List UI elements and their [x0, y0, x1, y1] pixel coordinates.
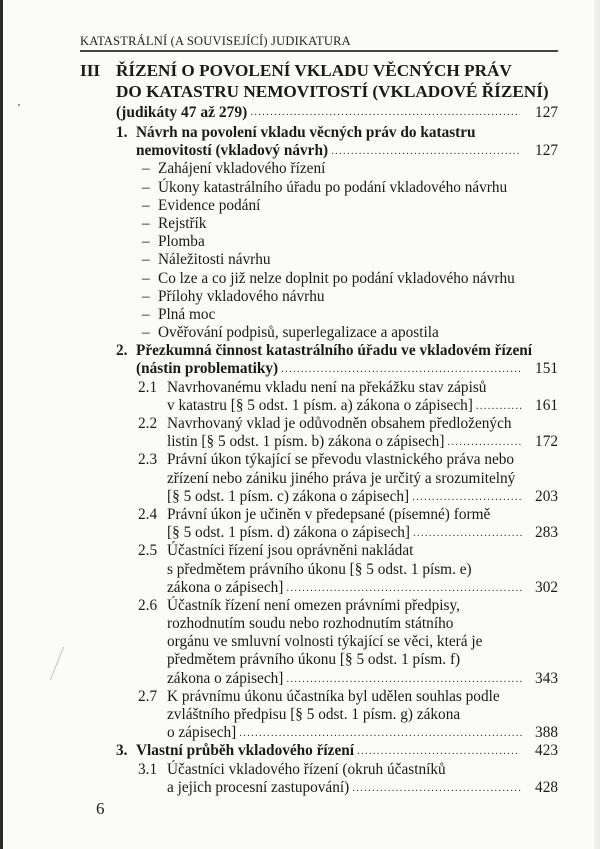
section-title-line: nemovitostí (vkladový návrh): [136, 142, 329, 160]
chapter-title-line: ŘÍZENÍ O POVOLENÍ VKLADU VĚCNÝCH PRÁV: [116, 61, 512, 80]
subsection-text: v katastru [§ 5 odst. 1 písm. a) zákona o zápisech]: [167, 396, 473, 414]
subsection-number: 2.6: [138, 596, 158, 614]
subsection-line: [80, 506, 558, 524]
subsection-line[interactable]: [80, 724, 558, 742]
subsection-line: [80, 561, 558, 579]
subsection-text: Navrhovanému vkladu není na překážku stav zápisů: [167, 378, 487, 396]
dot-leader: [444, 433, 522, 451]
bullet-item: [80, 233, 558, 251]
subsection-line: [80, 597, 558, 615]
dash-bullet: –: [142, 269, 150, 287]
toc-section-2: [80, 342, 558, 742]
subsection-text: o zápisech]: [167, 724, 237, 742]
section-number: 2.: [116, 342, 128, 360]
subsection-line[interactable]: [80, 488, 558, 506]
bullet-item: [80, 197, 558, 215]
subsection-text: rozhodnutím soudu nebo rozhodnutím státního: [167, 615, 454, 633]
section-line[interactable]: [80, 742, 558, 760]
subsection-text: zákona o zápisech]: [167, 578, 284, 596]
page-ref: 283: [535, 524, 558, 542]
subsection-line[interactable]: [80, 579, 558, 597]
chapter-number: III: [80, 61, 101, 80]
subsection-text: Účastník řízení není omezen právními předpisy,: [167, 596, 460, 614]
running-head: KATASTRÁLNÍ (A SOUVISEJÍCÍ) JUDIKATURA: [80, 34, 351, 48]
subsection-line: [80, 470, 558, 488]
chapter-title-line: (judikáty 47 až 279): [116, 104, 248, 121]
chapter-title-line: DO KATASTRU NEMOVITOSTÍ (VKLADOVÉ ŘÍZENÍ): [116, 82, 549, 101]
subsection-text: Navrhovaný vklad je odůvodněn obsahem předložených: [167, 415, 512, 432]
subsection-line[interactable]: [80, 433, 558, 451]
subsection-text: [§ 5 odst. 1 písm. d) zákona o zápisech]: [167, 524, 410, 542]
dot-leader: [410, 524, 522, 542]
page-ref: 203: [535, 487, 558, 505]
subsection-text: a jejich procesní zastupování): [167, 778, 350, 796]
dash-bullet: –: [142, 305, 150, 323]
page-ref: 151: [535, 360, 558, 378]
dash-bullet: –: [142, 233, 150, 251]
subsection-number: 2.5: [138, 542, 158, 560]
section-title-line: (nástin problematiky): [136, 360, 279, 378]
dash-bullet: –: [142, 196, 150, 214]
subsection-number: 2.7: [138, 687, 158, 705]
bullet-item: [80, 306, 558, 324]
subsection-text: Právní úkon je učiněn v předepsané (písemné) formě: [167, 505, 491, 523]
subsection-text: Právní úkon týkající se převodu vlastnického práva nebo: [167, 451, 515, 469]
scan-left-edge: [0, 0, 3, 849]
dash-bullet: –: [142, 324, 150, 342]
subsection-number: 2.2: [138, 415, 158, 432]
bullet-text: Co lze a co již nelze doplnit po podání vkladového návrhu: [158, 269, 515, 287]
dash-bullet: –: [142, 287, 150, 305]
subsection-line: [80, 379, 558, 397]
subsection-line[interactable]: [80, 397, 558, 415]
scan-right-edge: [594, 0, 600, 849]
subsection-line: [80, 706, 558, 724]
section-title-line: Návrh na povolení vkladu věcných práv do katastru: [136, 124, 476, 141]
subsection-line: [80, 542, 558, 560]
page-number: 6: [96, 799, 105, 818]
subsection-line: [80, 415, 558, 433]
bullet-text: Evidence podání: [158, 196, 261, 214]
bullet-text: Rejstřík: [158, 214, 207, 232]
bullet-item: [80, 270, 558, 288]
chapter-line: [80, 60, 558, 81]
dash-bullet: –: [142, 160, 150, 178]
section-line: [80, 124, 558, 142]
subsection-number: 3.1: [138, 760, 158, 778]
subsection-line: [80, 651, 558, 669]
subsection-line: [80, 633, 558, 651]
dash-bullet: –: [142, 178, 150, 196]
subsection-text: Účastníci vkladového řízení (okruh účastníků: [167, 760, 446, 778]
subsection-text: listin [§ 5 odst. 1 písm. b) zákona o zápisech]: [167, 433, 445, 451]
page-ref: 388: [535, 724, 558, 742]
dot-leader: [278, 360, 520, 378]
bullet-text: Přílohy vkladového návrhu: [158, 287, 325, 305]
bullet-item: [80, 288, 558, 306]
bullet-text: Plomba: [158, 233, 205, 251]
page-ref: 423: [535, 742, 558, 760]
section-line[interactable]: [80, 360, 558, 378]
bullet-item: [80, 215, 558, 233]
dot-leader: [283, 670, 522, 688]
section-title-line: Přezkumná činnost katastrálního úřadu ve vkladovém řízení: [136, 342, 533, 360]
subsection-text: předmětem právního úkonu [§ 5 odst. 1 písm. f): [167, 651, 461, 669]
dash-bullet: –: [142, 251, 150, 269]
chapter-line: [80, 81, 558, 102]
subsection-text: zvláštního předpisu [§ 5 odst. 1 písm. g) zákona: [167, 706, 461, 723]
subsection-number: 2.4: [138, 505, 158, 523]
section-number: 1.: [116, 124, 128, 141]
subsection-line[interactable]: [80, 524, 558, 542]
bullet-text: Plná moc: [158, 305, 216, 323]
pencil-mark: [50, 647, 77, 686]
dot-leader: [328, 142, 520, 160]
dot-leader: [247, 102, 520, 123]
dot-leader: [409, 488, 522, 506]
header-rule: [80, 50, 558, 52]
bullet-item: [80, 251, 558, 269]
dot-leader: [473, 397, 522, 415]
subsection-text: K právnímu úkonu účastníka byl udělen souhlas podle: [167, 687, 500, 705]
page-ref: 428: [535, 778, 558, 796]
bullet-text: Ověřování podpisů, superlegalizace a apostila: [158, 324, 439, 342]
dot-leader: [354, 742, 520, 760]
bullet-text: Úkony katastrálního úřadu po podání vkladového návrhu: [158, 178, 508, 196]
subsection-text: zákona o zápisech]: [167, 669, 284, 687]
subsection-line: [80, 451, 558, 469]
subsection-line: [80, 761, 558, 779]
page-ref: 172: [535, 433, 558, 451]
page-ref: 127: [535, 104, 558, 121]
subsection-line[interactable]: [80, 670, 558, 688]
bullet-item: [80, 324, 558, 342]
section-line[interactable]: [80, 142, 558, 160]
bullet-item: [80, 160, 558, 178]
table-of-contents: [80, 60, 558, 797]
page-ref: 127: [535, 142, 558, 160]
toc-chapter: [80, 60, 558, 123]
toc-section-3: [80, 742, 558, 797]
page-ref: 161: [535, 396, 558, 414]
subsection-line[interactable]: [80, 779, 558, 797]
subsection-line: [80, 615, 558, 633]
toc-section-1: [80, 124, 558, 342]
scan-speck: [18, 104, 20, 106]
subsection-number: 2.3: [138, 451, 158, 469]
dot-leader: [236, 724, 522, 742]
chapter-line[interactable]: [80, 102, 558, 123]
bullet-text: Náležitosti návrhu: [158, 251, 271, 269]
bullet-item: [80, 179, 558, 197]
subsection-number: 2.1: [138, 378, 158, 396]
subsection-text: Účastníci řízení jsou oprávněni nakládat: [167, 542, 414, 560]
subsection-text: s předmětem právního úkonu [§ 5 odst. 1 písm. e): [167, 560, 472, 578]
bullet-text: Zahájení vkladového řízení: [158, 160, 326, 178]
subsection-text: zřízení nebo zániku jiného práva je určitý a srozumitelný: [167, 469, 516, 487]
section-line: [80, 342, 558, 360]
dot-leader: [283, 579, 522, 597]
subsection-text: orgánu ve smluvní volnosti týkající se věci, která je: [167, 633, 483, 651]
section-title-line: Vlastní průběh vkladového řízení: [136, 742, 355, 760]
page-ref: 302: [535, 578, 558, 596]
subsection-line: [80, 688, 558, 706]
dash-bullet: –: [142, 214, 150, 232]
dot-leader: [349, 779, 522, 797]
page-ref: 343: [535, 669, 558, 687]
subsection-text: [§ 5 odst. 1 písm. c) zákona o zápisech]: [167, 487, 410, 505]
section-number: 3.: [116, 742, 128, 760]
